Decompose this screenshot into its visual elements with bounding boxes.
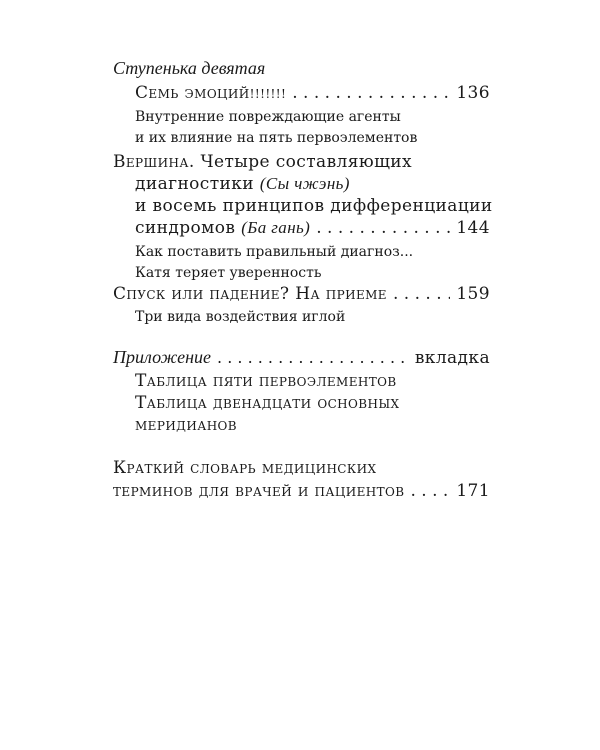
entry-title: Приложение bbox=[113, 347, 212, 367]
leader-dots bbox=[217, 348, 409, 367]
appendix-item: меридианов bbox=[135, 415, 238, 435]
section-heading-step-nine: Ступенька девятая bbox=[113, 58, 266, 78]
entry-title: Четыре составляющих bbox=[200, 152, 412, 172]
toc-entry-summit-cont: синдромов (Ба гань) . . . 144 bbox=[135, 218, 490, 238]
page-number: 136 bbox=[456, 83, 490, 103]
toc-entry-glossary-cont: терминов для врачей и пациентов . . . 171 bbox=[113, 481, 490, 501]
toc-entry-glossary[interactable]: Краткий словарь медицинских bbox=[113, 458, 377, 478]
toc-entry-summit-cont: диагностики (Сы чжэнь) bbox=[135, 174, 350, 194]
entry-title: Спуск или падение? На приеме bbox=[113, 284, 387, 304]
entry-title: Семь эмоций!!!!!!! bbox=[135, 83, 287, 103]
page-number: 171 bbox=[456, 481, 490, 501]
page-number: вкладка bbox=[414, 348, 490, 368]
leader-dots bbox=[292, 83, 450, 103]
toc-entry-appendix[interactable] bbox=[113, 347, 490, 368]
toc-entry-summit[interactable] bbox=[113, 152, 412, 172]
leader-dots bbox=[316, 218, 450, 238]
toc-subentry: Три вида воздействия иглой bbox=[135, 309, 346, 325]
toc-subentry: и их влияние на пять первоэлементов bbox=[135, 130, 418, 146]
appendix-item: Таблица пяти первоэлементов bbox=[135, 371, 397, 391]
toc-entry-seven-emotions[interactable] bbox=[135, 83, 490, 103]
toc-subentry: Как поставить правильный диагноз... bbox=[135, 244, 414, 260]
toc-subentry: Внутренние повреждающие агенты bbox=[135, 109, 401, 125]
appendix-item: Таблица двенадцати основных bbox=[135, 393, 400, 413]
toc-subentry: Катя теряет уверенность bbox=[135, 265, 322, 281]
page-number: 144 bbox=[456, 218, 490, 238]
toc-entry-descent[interactable] bbox=[113, 284, 490, 304]
leader-dots bbox=[393, 284, 450, 304]
leader-dots bbox=[411, 481, 451, 501]
page-number: 159 bbox=[456, 284, 490, 304]
entry-lead: Вершина. bbox=[113, 152, 195, 172]
toc-entry-summit-cont: и восемь принципов дифференциации bbox=[135, 196, 493, 216]
